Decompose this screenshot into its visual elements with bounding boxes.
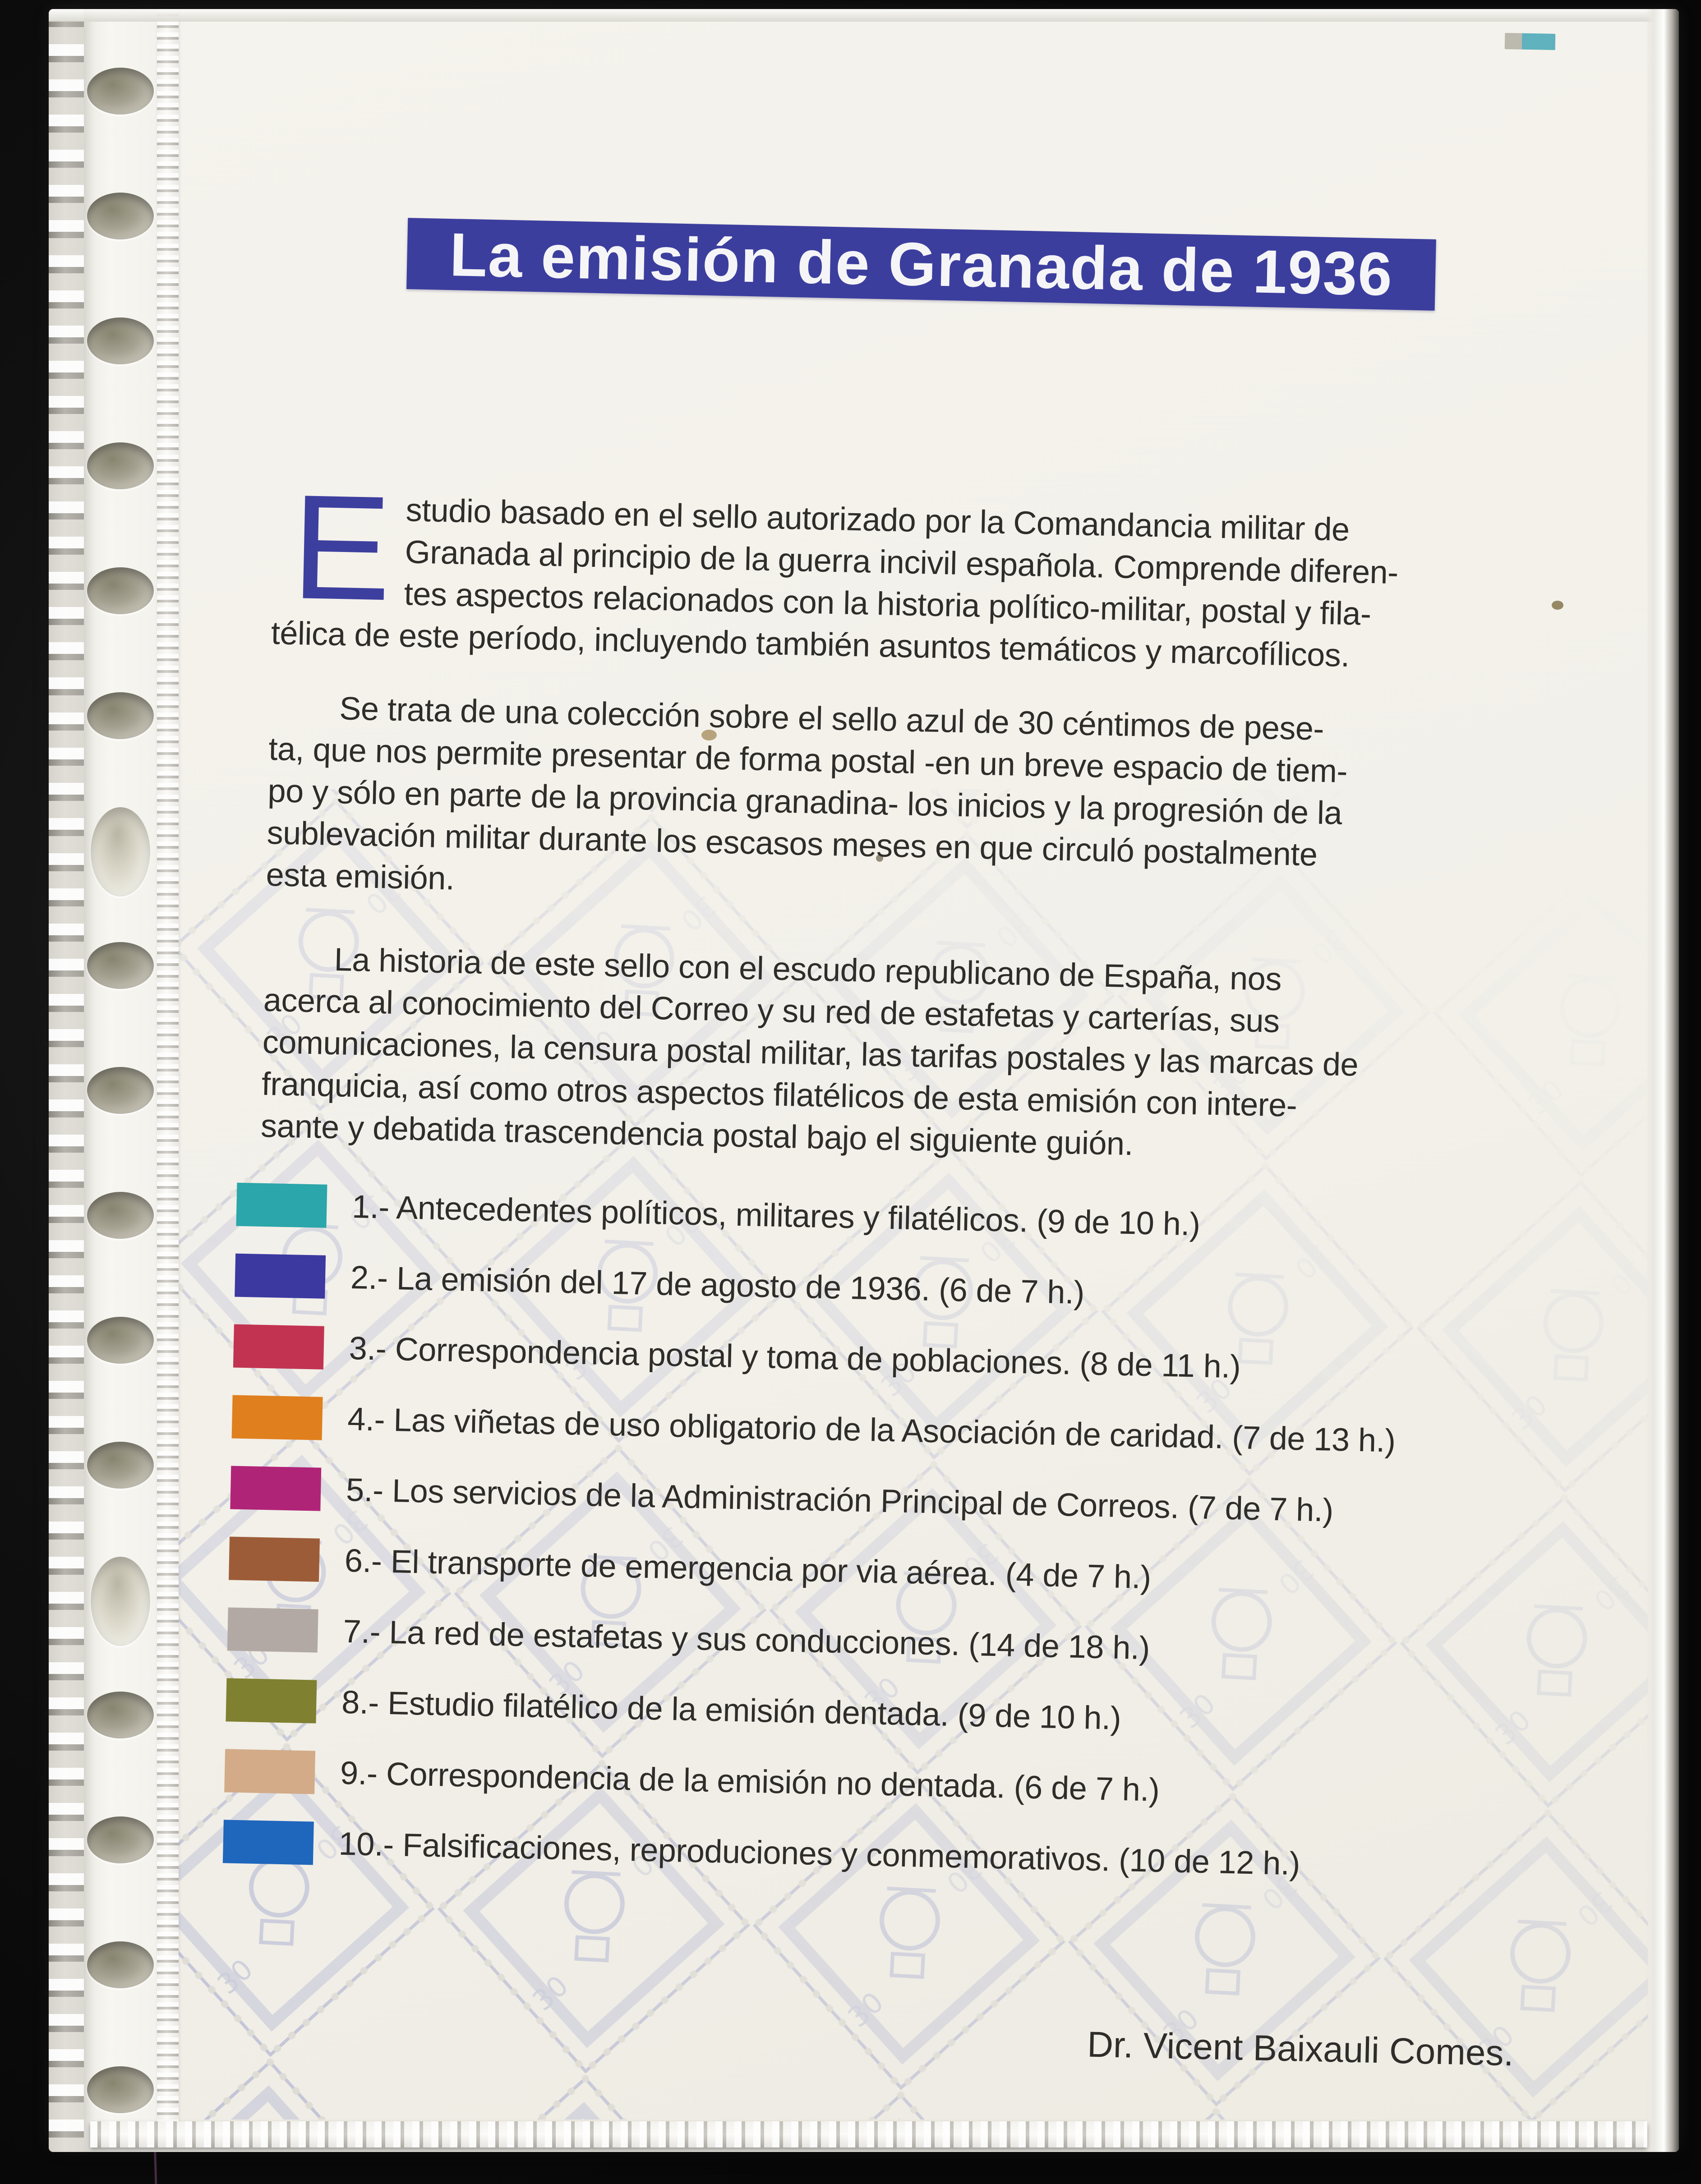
outline-item-label: 8.- Estudio filatélico de la emisión dentada. (9 de 10 h.) — [341, 1684, 1121, 1737]
binder-hole — [87, 1816, 154, 1863]
outline-item-label: 5.- Los servicios de la Administración Principal de Correos. (7 de 7 h.) — [346, 1471, 1334, 1529]
binder-hole — [87, 317, 154, 364]
color-swatch — [233, 1324, 324, 1370]
binder-hole — [91, 1557, 150, 1646]
binder-hole — [87, 68, 154, 115]
paragraph-intro — [271, 463, 1604, 682]
paragraph-collection: Se trata de una colección sobre el sello azul de 30 céntimos de pese- ta, que nos permite presentar de forma postal -en un breve espacio de tiem- po y sólo en parte de la provincia granadina- los inicios y la progresión de la sublevación militar durante los escasos meses en que circuló postalmente esta emisión. — [265, 690, 1348, 897]
binder-hole — [87, 942, 154, 989]
outline-item — [226, 1678, 1121, 1740]
outline-item — [232, 1395, 1396, 1463]
outline-item-label: 4.- Las viñetas de uso obligatorio de la Asociación de caridad. (7 de 13 h.) — [347, 1401, 1396, 1459]
binder-hole — [87, 1941, 154, 1988]
color-swatch — [236, 1183, 327, 1228]
outline-item-label: 10.- Falsificaciones, reproduciones y conmemorativos. (10 de 12 h.) — [338, 1825, 1300, 1882]
color-swatch — [232, 1395, 323, 1440]
color-swatch — [226, 1678, 317, 1723]
sleeve-seam-bottom — [90, 2121, 1647, 2147]
sleeve-edge-top — [49, 9, 1679, 22]
sleeve-edge-right — [1646, 9, 1679, 2152]
binder-hole — [87, 442, 154, 489]
outline-item-label: 6.- El transporte de emergencia por via aérea. (4 de 7 h.) — [344, 1542, 1152, 1596]
color-swatch — [223, 1820, 314, 1865]
binder-hole — [87, 1317, 154, 1364]
outline-item — [227, 1607, 1150, 1670]
sleeve-seam-vertical — [157, 9, 179, 2125]
binder-hole — [87, 1192, 154, 1239]
outline-item-label: 7.- La red de estafetas y sus conducciones. (14 de 18 h.) — [342, 1613, 1150, 1667]
binder-hole — [87, 692, 154, 739]
color-swatch — [227, 1607, 318, 1652]
outline-item — [229, 1536, 1152, 1599]
outline-item — [230, 1466, 1333, 1532]
binder-hole — [87, 567, 154, 614]
binder-holes-strip — [84, 9, 157, 2152]
binder-hole — [87, 1442, 154, 1489]
outline-item — [235, 1254, 1085, 1315]
color-swatch — [235, 1254, 326, 1299]
outline-item — [233, 1324, 1241, 1389]
outline-item-label: 2.- La emisión del 17 de agosto de 1936. (6 de 7 h.) — [350, 1259, 1085, 1311]
outline-item-label: 9.- Correspondencia de la emisión no dentada. (6 de 7 h.) — [340, 1755, 1160, 1808]
outline-item-label: 1.- Antecedentes políticos, militares y filatélicos. (9 de 10 h.) — [351, 1188, 1201, 1243]
color-swatch — [230, 1466, 321, 1511]
sleeve-index-tab — [1505, 33, 1556, 50]
color-swatch — [229, 1536, 320, 1582]
binder-hole — [87, 1692, 154, 1738]
binder-hole — [91, 807, 150, 897]
paragraph-intro-text: studio basado en el sello autorizado por la Comandancia militar de Granada al principio de la guerra incivil española. Comprende diferen- tes aspectos relacionados con la historia político-militar, postal y fila- télica de este período, incluyendo también asuntos temáticos y marcofílicos. — [271, 492, 1399, 674]
outline-item — [223, 1820, 1300, 1885]
color-swatch — [224, 1749, 315, 1794]
author-signature: Dr. Vicent Baixauli Comes. — [1087, 2024, 1514, 2074]
binder-hole — [87, 193, 154, 239]
outline-item — [236, 1183, 1200, 1246]
binder-hole — [87, 1067, 154, 1114]
title-banner — [406, 218, 1436, 311]
outline-item-label: 3.- Correspondencia postal y toma de poblaciones. (8 de 11 h.) — [348, 1330, 1241, 1385]
drop-cap: E — [290, 463, 393, 632]
page-title: La emisión de Granada de 1936 — [449, 220, 1394, 308]
paragraph-history: La historia de este sello con el escudo republicano de España, nos acerca al conocimiento del Correo y su red de estafetas y carterías, sus comunicaciones, la censura postal militar, las tarifas postales y las marcas de franquicia, así como otros aspectos filatélicos de esta emisión con intere- sante y debatida trascendencia postal bajo el siguiente guión. — [260, 942, 1359, 1163]
binder-hole — [87, 2066, 154, 2113]
outline-list — [237, 1183, 1590, 1882]
outline-item — [224, 1749, 1160, 1812]
sleeve-edge-left — [49, 9, 84, 2152]
